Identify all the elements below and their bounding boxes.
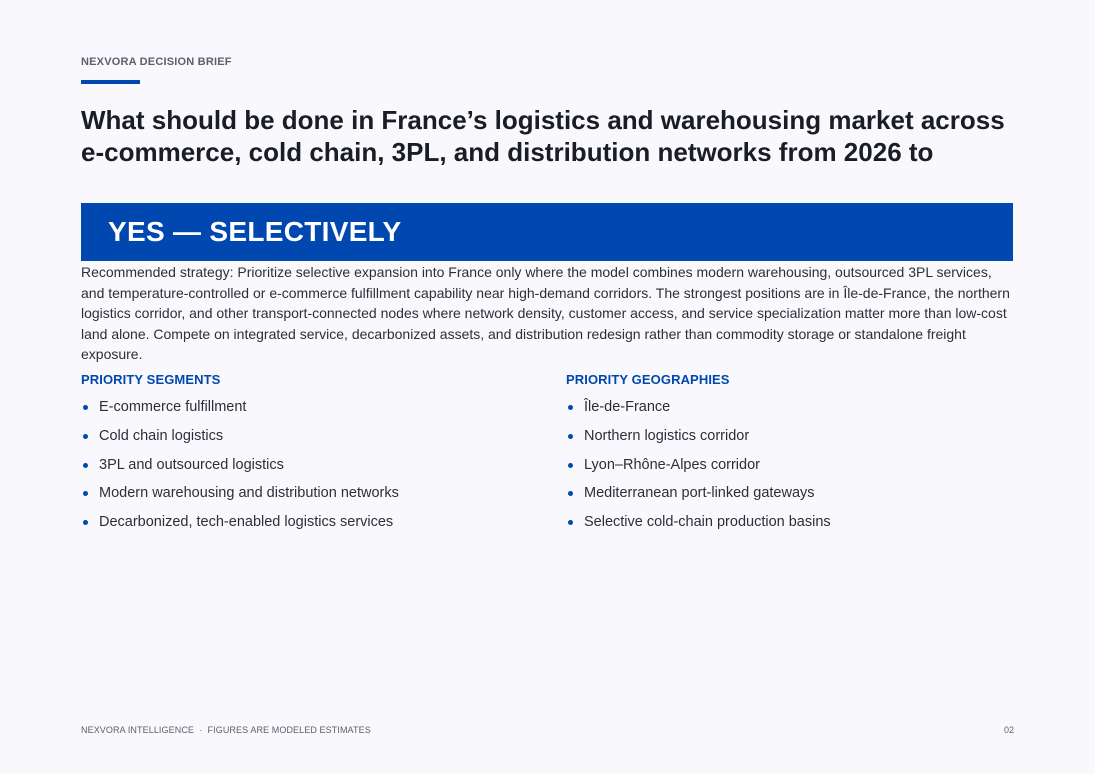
list-item <box>81 398 541 416</box>
verdict-label: YES — SELECTIVELY <box>108 216 402 247</box>
list-item-label: Modern warehousing and distribution networks <box>99 485 399 502</box>
list-item-label: Northern logistics corridor <box>584 427 750 444</box>
list-item <box>81 513 541 531</box>
bullet-icon <box>83 463 88 468</box>
accent-rule <box>81 80 140 84</box>
priority-segments-section <box>81 372 541 542</box>
list-item-label: Lyon–Rhône-Alpes corridor <box>584 456 760 473</box>
priority-geographies-section <box>566 372 1016 542</box>
list-item-label: Decarbonized, tech-enabled logistics services <box>99 514 394 531</box>
bullet-icon <box>568 463 573 468</box>
list-item <box>566 398 1016 416</box>
bullet-icon <box>83 520 88 525</box>
priority-geographies-heading: PRIORITY GEOGRAPHIES <box>566 372 730 387</box>
priority-segments-list <box>81 398 541 531</box>
bullet-icon <box>83 405 88 410</box>
list-item <box>566 484 1016 502</box>
list-item-label: Mediterranean port-linked gateways <box>584 485 815 502</box>
page-number: 02 <box>1003 725 1014 735</box>
bullet-icon <box>83 434 88 439</box>
list-item <box>566 456 1016 474</box>
strategy-summary: Recommended strategy: Prioritize selective expansion into France only where the model combines modern warehousing, outsourced 3PL services, and temperature-controlled or e-commerce fulfillment capability near high-demand corridors. The strongest positions are in Île-de-France, the northern logistics corridor, and other transport-connected nodes where network density, customer access, and service specialization matter more than low-cost land alone. Compete on integrated service, decarbonized assets, and distribution redesign rather than commodity storage or standalone freight exposure. <box>81 264 1010 362</box>
priority-segments-heading: PRIORITY SEGMENTS <box>81 372 221 387</box>
list-item-label: E-commerce fulfillment <box>99 399 247 415</box>
list-item-label: Île-de-France <box>584 399 671 415</box>
bullet-icon <box>568 405 573 410</box>
bullet-icon <box>83 491 88 496</box>
priority-geographies-list <box>566 398 1016 531</box>
footer-source: NEXVORA INTELLIGENCE · FIGURES ARE MODELED ESTIMATES <box>81 725 371 735</box>
bullet-icon <box>568 520 573 525</box>
bullet-icon <box>568 491 573 496</box>
list-item-label: Selective cold-chain production basins <box>584 514 831 531</box>
list-item <box>81 427 541 445</box>
list-item <box>566 513 1016 531</box>
verdict-banner <box>81 203 1013 261</box>
list-item-label: 3PL and outsourced logistics <box>99 456 284 473</box>
bullet-icon <box>568 434 573 439</box>
list-item <box>566 427 1016 445</box>
list-item <box>81 484 541 502</box>
list-item-label: Cold chain logistics <box>99 427 224 444</box>
page-title: What should be done in France’s logistics and warehousing market across e-commerce, cold chain, 3PL, and distribution networks from 2026 to <box>81 105 1005 167</box>
brief-eyebrow: NEXVORA DECISION BRIEF <box>81 56 232 68</box>
list-item <box>81 456 541 474</box>
